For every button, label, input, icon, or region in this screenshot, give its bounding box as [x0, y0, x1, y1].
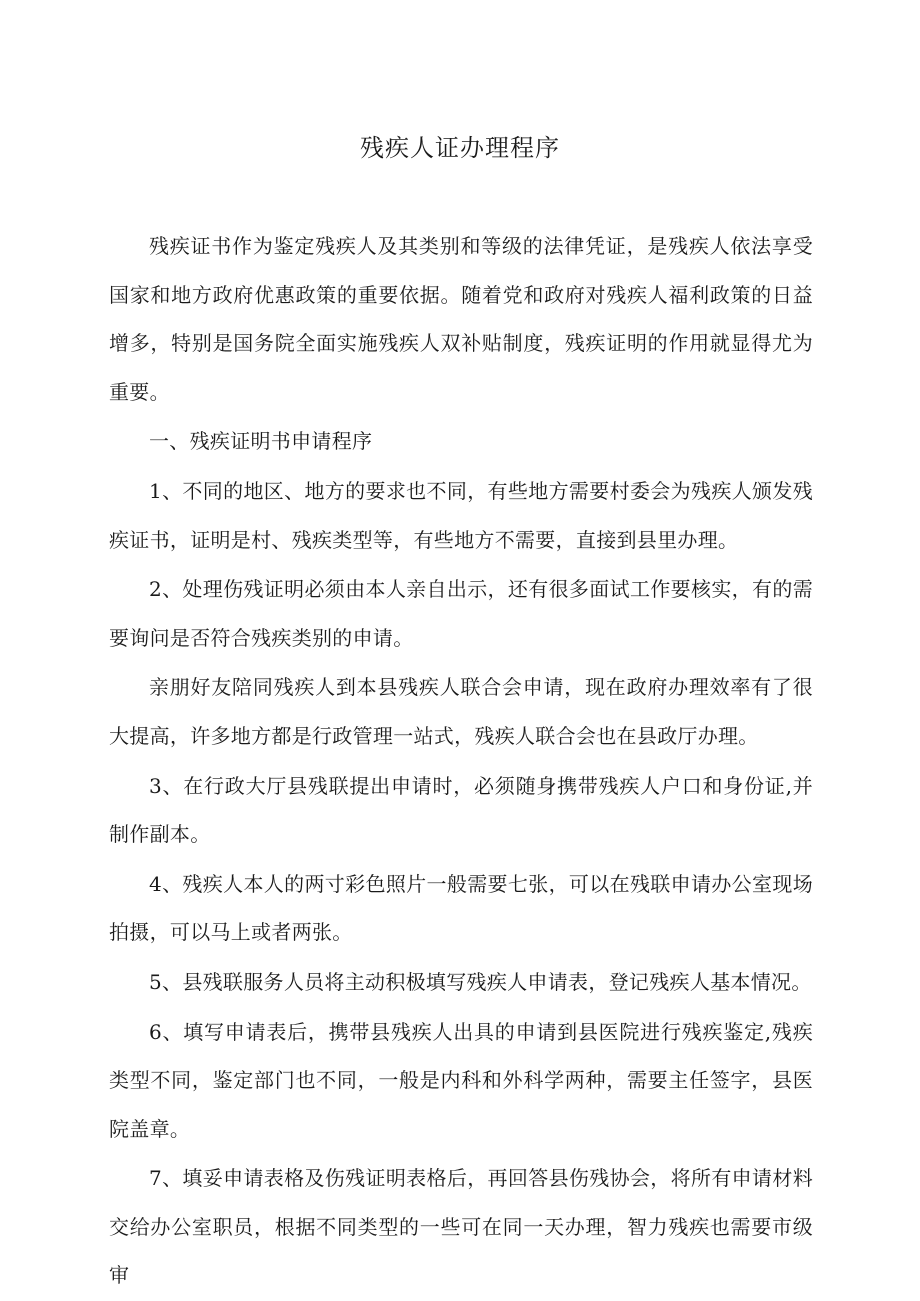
paragraph-step-1: 1、不同的地区、地方的要求也不同，有些地方需要村委会为残疾人颁发残疾证书，证明是村、残疾类型等，有些地方不需要，直接到县里办理。 [109, 478, 813, 552]
paragraph-step-6: 6、填写申请表后，携带县残疾人出具的申请到县医院进行残疾鉴定,残疾类型不同，鉴定部门也不同，一般是内科和外科学两种，需要主任签字，县医院盖章。 [109, 1019, 813, 1141]
document-title: 残疾人证办理程序 [360, 134, 560, 162]
paragraph-step-5: 5、县残联服务人员将主动积极填写残疾人申请表，登记残疾人基本情况。 [149, 969, 812, 994]
document-body [109, 222, 813, 1301]
paragraph-step-7: 7、填妥申请表格及伤残证明表格后，再回答县伤残协会，将所有申请材料交给办公室职员，根据不同类型的一些可在同一天办理，智力残疾也需要市级审 [109, 1166, 813, 1288]
paragraph-accompany: 亲朋好友陪同残疾人到本县残疾人联合会申请，现在政府办理效率有了很大提高，许多地方都是行政管理一站式，残疾人联合会也在县政厅办理。 [109, 675, 813, 748]
paragraph-step-2: 2、处理伤残证明必须由本人亲自出示，还有很多面试工作要核实，有的需要询问是否符合残疾类别的申请。 [109, 577, 813, 650]
section-heading: 一、残疾证明书申请程序 [149, 429, 373, 454]
paragraph-intro: 残疾证书作为鉴定残疾人及其类别和等级的法律凭证，是残疾人依法享受国家和地方政府优惠政策的重要依据。随着党和政府对残疾人福利政策的日益增多，特别是国务院全面实施残疾人双补贴制度，残疾证明的作用就显得尤为重要。 [109, 234, 813, 404]
paragraph-step-3: 3、在行政大厅县残联提出申请时，必须随身携带残疾人户口和身份证,并制作副本。 [109, 773, 813, 847]
paragraph-step-4: 4、残疾人本人的两寸彩色照片一般需要七张，可以在残联申请办公室现场拍摄，可以马上或者两张。 [109, 871, 813, 945]
